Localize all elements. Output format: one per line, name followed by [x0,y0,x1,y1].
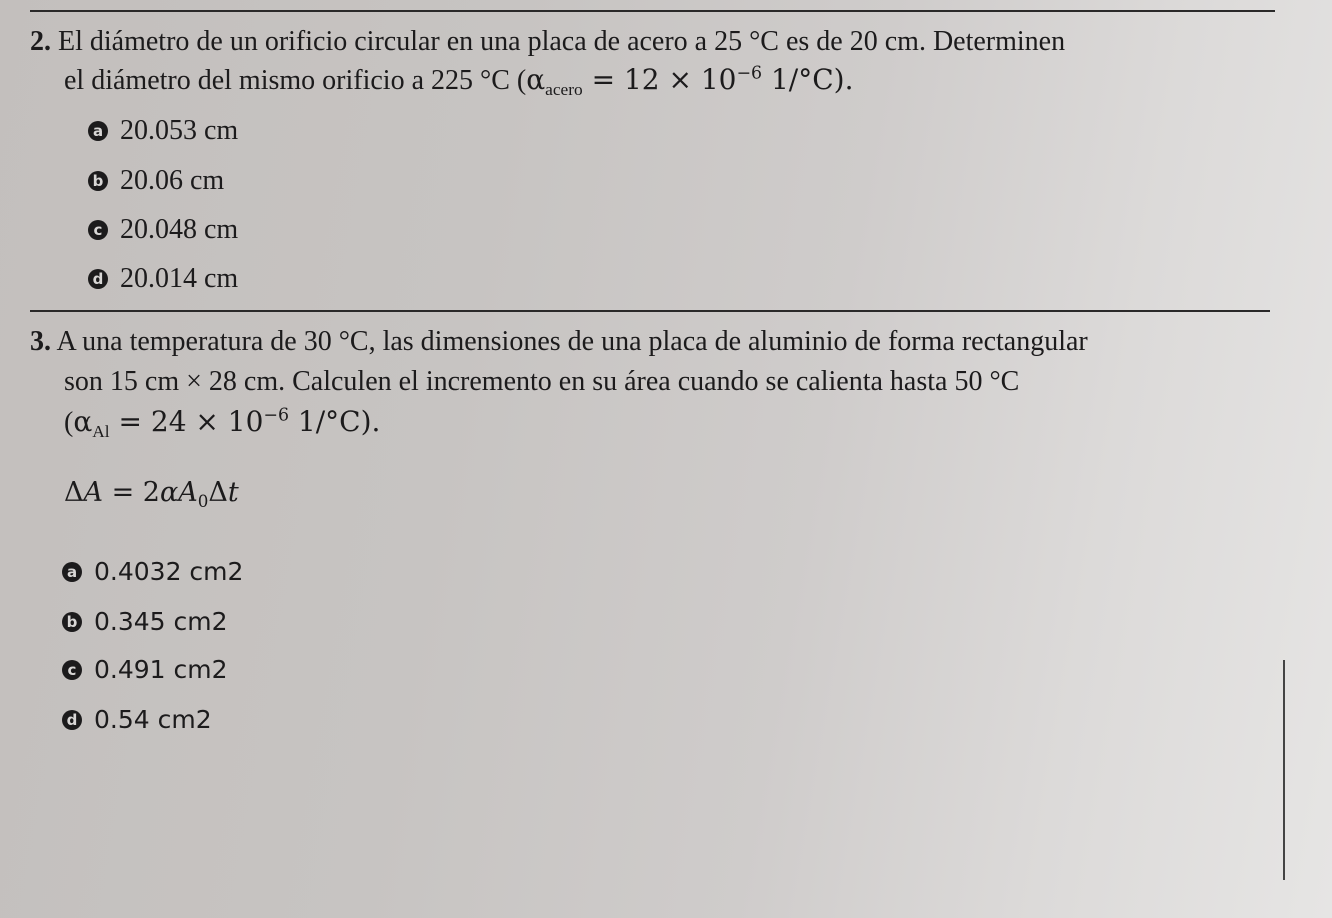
q3-line3 [64,402,380,443]
formula-lhs: A [83,477,103,508]
page-edge-line [1283,660,1285,880]
option-letter-b-icon: b [88,171,108,191]
q2-option-c[interactable] [88,213,238,247]
q2-option-a-text: 20.053 cm [120,115,239,146]
formula-lhs-delta: Δ [64,477,84,508]
q2-option-b-text: 20.06 cm [120,165,225,196]
option-letter-a-icon: a [88,121,108,141]
q2-line2 [64,60,854,101]
q2-alpha-sub: acero [545,80,583,100]
q2-number: 2. [30,26,51,57]
q2-line1 [30,22,1065,62]
q3-open-paren: ( [64,407,74,438]
formula-eq: = 2 [103,477,160,508]
q2-option-d-text: 20.014 cm [120,263,239,294]
q2-option-d[interactable] [88,262,238,296]
q3-alpha: α [73,405,93,438]
area-formula [64,476,239,510]
q3-alpha-sub: Al [92,422,110,442]
q3-option-d[interactable]: d 0.54 cm 2 [62,703,212,737]
option-letter-d-icon: d [62,710,82,730]
q3-coef: = 24 × 10 [109,405,264,438]
q3-option-b-text: 0.345 cm [94,607,212,636]
option-letter-a-icon: a [62,562,82,582]
formula-sub: 0 [197,490,209,511]
option-letter-c-icon: c [88,220,108,240]
q2-option-b[interactable] [88,164,224,198]
q3-option-a-text: 0.4032 cm [94,557,228,586]
q2-option-a[interactable] [88,114,238,148]
q3-line1-text: A una temperatura de 30 °C, las dimensiones de una placa de aluminio de forma rectangular [56,326,1088,357]
q3-line2-text: son 15 cm × 28 cm. Calculen el incremento en su área cuando se calienta hasta 50 °C [64,366,1020,397]
q2-line1-text: El diámetro de un orificio circular en una placa de acero a 25 °C es de 20 cm. Determinen [58,26,1066,57]
q3-number: 3. [30,326,51,357]
formula-rhs: t [227,477,239,508]
q2-option-c-text: 20.048 cm [120,214,239,245]
formula-alpha-a: αA [159,477,198,508]
option-letter-d-icon: d [88,269,108,289]
q2-coef: = 12 × 10 [582,63,737,96]
section-divider [30,310,1270,312]
q2-exp: −6 [736,63,763,84]
q2-unit: 1/°C). [762,63,854,96]
option-letter-c-icon: c [62,660,82,680]
q3-option-a[interactable]: a 0.4032 cm 2 [62,555,243,589]
q3-unit: 1/°C). [289,405,381,438]
q2-line2-text: el diámetro del mismo orificio a 225 °C ( [64,65,527,96]
top-rule [30,10,1275,12]
q3-option-d-text: 0.54 cm [94,705,196,734]
q3-option-c-text: 0.491 cm [94,655,212,684]
q3-option-b[interactable]: b 0.345 cm 2 [62,605,228,639]
q3-line1 [30,322,1088,362]
q2-alpha: α [526,63,546,96]
q3-line2 [64,362,1019,402]
option-letter-b-icon: b [62,612,82,632]
formula-rhs-delta: Δ [208,477,228,508]
q3-exp: −6 [263,405,289,426]
q3-option-c[interactable]: c 0.491 cm 2 [62,653,228,687]
